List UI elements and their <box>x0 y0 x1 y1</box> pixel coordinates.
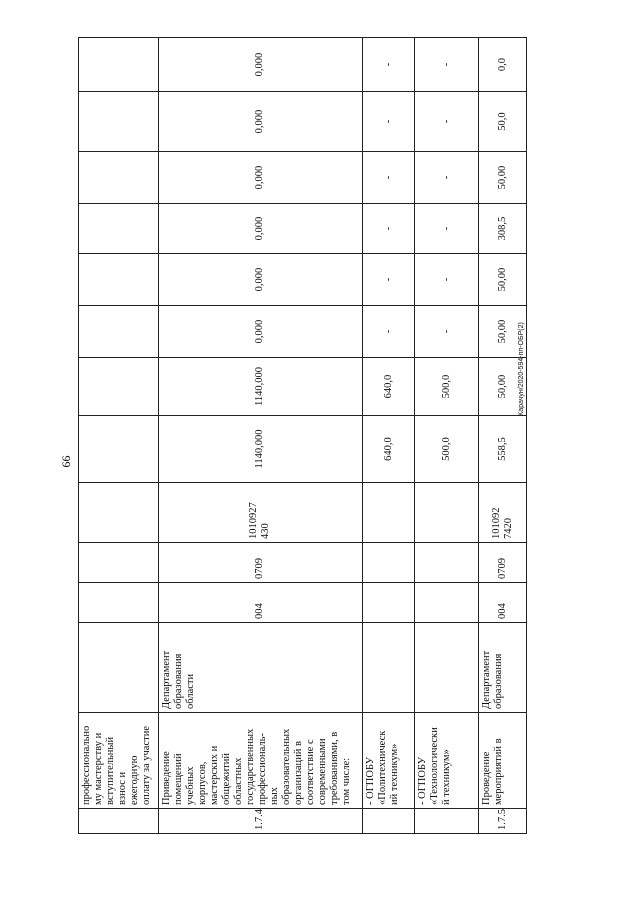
row-value: - <box>363 152 415 204</box>
row-value <box>79 254 159 306</box>
row-code-2: 0709 <box>479 543 527 583</box>
row-value: - <box>414 306 478 358</box>
row-value <box>79 152 159 204</box>
row-code-2 <box>79 543 159 583</box>
row-value: 500,0 <box>414 416 478 483</box>
row-value <box>79 358 159 416</box>
row-value: 558,5 <box>479 416 527 483</box>
row-value: 640,0 <box>363 416 415 483</box>
row-value: 1140,000 <box>158 416 362 483</box>
table-row <box>79 38 159 834</box>
row-value: - <box>363 204 415 254</box>
row-value: 0,0 <box>479 38 527 92</box>
row-name: Проведение мероприятий в <box>479 713 527 809</box>
row-department: Департамент образования области <box>158 623 362 713</box>
document-code: Карачун/2020-594-пп-ОБР(2) <box>518 322 525 416</box>
row-code-1: 004 <box>479 583 527 623</box>
row-name: - ОГПОБУ «Технологически й техникум» <box>414 713 478 809</box>
row-code-3: 101092 7420 <box>479 483 527 543</box>
row-code-3 <box>363 483 415 543</box>
table-row <box>414 38 478 834</box>
table-row <box>479 38 527 834</box>
row-code-1 <box>79 583 159 623</box>
row-value: - <box>363 92 415 152</box>
row-department <box>363 623 415 713</box>
row-value: 640,0 <box>363 358 415 416</box>
row-value <box>79 92 159 152</box>
row-value: 0,000 <box>158 254 362 306</box>
row-code-3 <box>414 483 478 543</box>
row-code-3: 1010927 430 <box>158 483 362 543</box>
row-code-2 <box>414 543 478 583</box>
row-code-2: 0709 <box>158 543 362 583</box>
row-value: 308,5 <box>479 204 527 254</box>
row-value: 0,000 <box>158 204 362 254</box>
page-number: 99 <box>59 455 74 468</box>
row-name: - ОГПОБУ «Политехническ ий техникум» <box>363 713 415 809</box>
budget-table <box>78 52 527 834</box>
row-value <box>79 306 159 358</box>
row-value: 50,00 <box>479 358 527 416</box>
row-value: 0,000 <box>158 92 362 152</box>
row-number <box>79 809 159 834</box>
row-value <box>79 416 159 483</box>
row-code-3 <box>79 483 159 543</box>
table-row <box>363 38 415 834</box>
row-value: - <box>414 38 478 92</box>
row-value: 50,00 <box>479 254 527 306</box>
row-value: 50,0 <box>479 92 527 152</box>
row-number <box>414 809 478 834</box>
row-value: 1140,000 <box>158 358 362 416</box>
row-number <box>363 809 415 834</box>
row-value: 500,0 <box>414 358 478 416</box>
row-value <box>79 204 159 254</box>
row-code-2 <box>363 543 415 583</box>
row-code-1 <box>363 583 415 623</box>
row-value: 50,00 <box>479 152 527 204</box>
row-value: - <box>363 38 415 92</box>
row-value: 0,000 <box>158 38 362 92</box>
table-row <box>158 38 362 834</box>
row-value: - <box>363 254 415 306</box>
row-department <box>414 623 478 713</box>
row-value: - <box>414 204 478 254</box>
row-department <box>79 623 159 713</box>
row-code-1: 004 <box>158 583 362 623</box>
row-number: 1.7.5 <box>479 809 527 834</box>
row-department: Департамент образования <box>479 623 527 713</box>
row-value: - <box>363 306 415 358</box>
row-value: - <box>414 254 478 306</box>
row-name: Приведение помещений учебных корпусов, мастерских и общежитий областных государственных профессиональ- ных образовательных организаций в соответствие с современными требованиями, в том числе: <box>158 713 362 809</box>
row-value: 0,000 <box>158 306 362 358</box>
row-number: 1.7.4 <box>158 809 362 834</box>
row-value <box>79 38 159 92</box>
row-name: профессионально му мастерству и вступительный взнос и ежегодную оплату за участие <box>79 713 159 809</box>
row-value: - <box>414 152 478 204</box>
row-value: 50,00 <box>479 306 527 358</box>
row-code-1 <box>414 583 478 623</box>
row-value: - <box>414 92 478 152</box>
row-value: 0,000 <box>158 152 362 204</box>
